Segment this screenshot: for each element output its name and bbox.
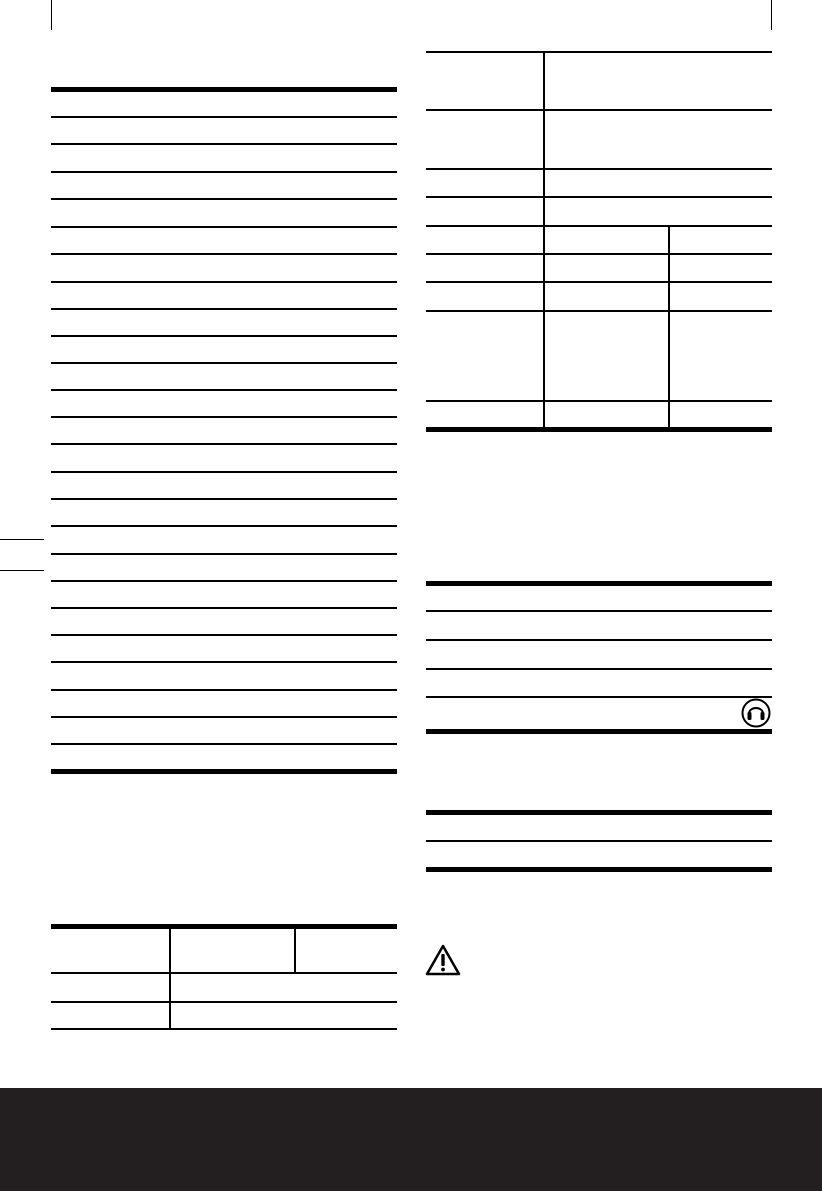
side-tab-mark-top xyxy=(0,539,44,540)
table-top-rule xyxy=(426,810,772,815)
table-row-rule xyxy=(51,634,397,636)
page-footer-band xyxy=(0,1088,822,1191)
table-top-rule xyxy=(51,924,397,929)
table-row-rule xyxy=(426,610,772,612)
table-row-rule xyxy=(51,972,397,974)
crop-mark-left xyxy=(51,0,52,30)
side-tab-mark-bottom xyxy=(0,570,44,571)
table-row-rule xyxy=(51,281,397,283)
table-top-rule xyxy=(426,581,772,586)
table-row-rule xyxy=(51,389,397,391)
table-row-rule xyxy=(51,553,397,555)
table-row-rule xyxy=(426,400,772,402)
table-row-rule xyxy=(426,196,772,198)
table-column-rule xyxy=(668,226,670,429)
table-bottom-rule xyxy=(426,867,772,872)
table-column-rule xyxy=(543,51,545,429)
table-row-rule xyxy=(51,580,397,582)
table-top-rule xyxy=(51,87,397,92)
table-row-rule xyxy=(51,607,397,609)
table-row-rule xyxy=(426,281,772,283)
table-row-rule xyxy=(426,109,772,111)
table-row-rule xyxy=(426,840,772,842)
table-row-rule xyxy=(51,198,397,200)
table-row-rule xyxy=(51,335,397,337)
table-row-rule xyxy=(51,362,397,364)
table-row-rule xyxy=(426,668,772,670)
table-row-rule xyxy=(51,471,397,473)
table-row-rule xyxy=(51,253,397,255)
table-row-rule xyxy=(51,116,397,118)
table-row-rule xyxy=(426,51,772,53)
table-row-rule xyxy=(51,416,397,418)
table-row-rule xyxy=(51,689,397,691)
table-row-rule xyxy=(51,171,397,173)
table-row-rule xyxy=(51,143,397,145)
table-row-rule xyxy=(51,525,397,527)
table-row-rule xyxy=(426,696,772,698)
table-row-rule xyxy=(51,443,397,445)
table-row-rule xyxy=(51,716,397,718)
table-row-rule xyxy=(51,226,397,228)
table-row-rule xyxy=(51,308,397,310)
table-row-rule xyxy=(51,1001,397,1003)
table-row-rule xyxy=(51,661,397,663)
warning-triangle-icon xyxy=(425,944,461,976)
table-column-rule xyxy=(294,929,296,972)
table-row-rule xyxy=(426,253,772,255)
table-row-rule xyxy=(51,1028,397,1030)
table-bottom-rule xyxy=(51,769,397,774)
table-row-rule xyxy=(426,168,772,170)
crop-mark-right xyxy=(771,0,772,30)
table-bottom-rule xyxy=(426,729,772,734)
table-row-rule xyxy=(426,225,772,227)
table-row-rule xyxy=(426,639,772,641)
ear-protection-icon xyxy=(741,698,771,728)
table-row-rule xyxy=(426,310,772,312)
table-row-rule xyxy=(51,743,397,745)
table-row-rule xyxy=(51,498,397,500)
table-column-rule xyxy=(169,929,171,1030)
table-bottom-rule xyxy=(426,427,772,432)
